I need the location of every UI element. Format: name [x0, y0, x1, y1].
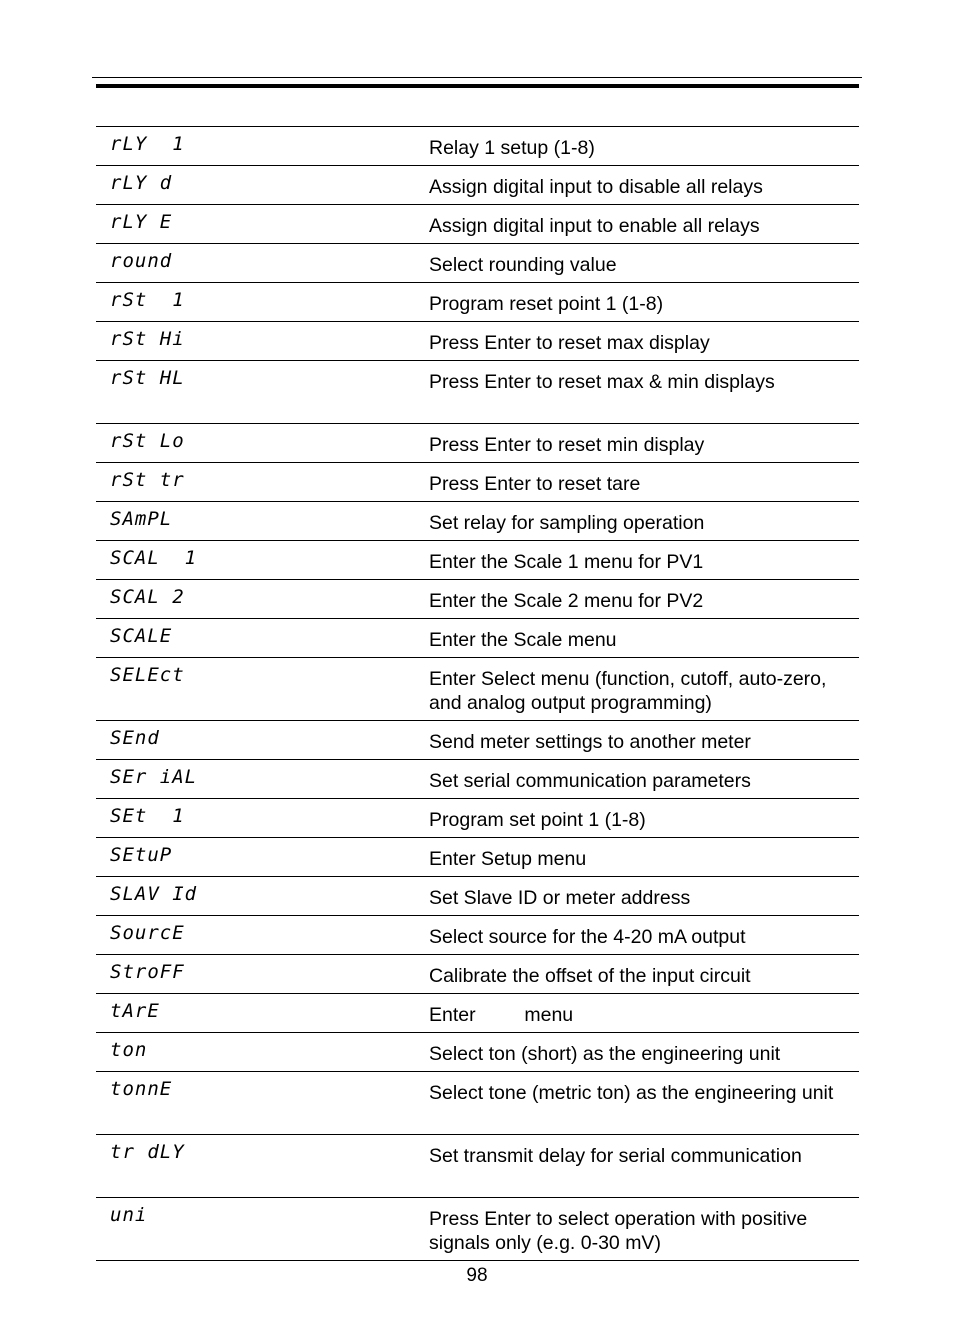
table-row [96, 244, 859, 283]
display-code: SEnd [110, 727, 160, 749]
display-code: SLAV Id [110, 883, 198, 905]
display-code: ton [110, 1039, 148, 1061]
display-code: SEt 1 [110, 805, 185, 827]
table-row [96, 166, 859, 205]
display-code: tonnE [110, 1078, 173, 1100]
display-code: rSt Lo [110, 430, 185, 452]
table-row [96, 619, 859, 658]
table-row [96, 877, 859, 916]
display-code: tArE [110, 1000, 160, 1022]
code-description: Enter the Scale 1 menu for PV1 [429, 551, 704, 573]
display-code: SEr iAL [110, 766, 198, 788]
table-row [96, 799, 859, 838]
code-description: Press Enter to reset max & min displays [429, 371, 775, 393]
table-row [96, 127, 859, 166]
code-description: Relay 1 setup (1-8) [429, 137, 595, 159]
code-description: Set transmit delay for serial communication [429, 1145, 802, 1167]
code-description: Enter the Scale menu [429, 629, 617, 651]
display-code: rLY E [110, 211, 173, 233]
code-description: Program set point 1 (1-8) [429, 809, 646, 831]
table-row [96, 658, 859, 721]
table-row [96, 502, 859, 541]
table-row [96, 1135, 859, 1198]
table-row [96, 916, 859, 955]
table-row [96, 1198, 859, 1261]
display-code: SELEct [110, 664, 185, 686]
code-description: Select ton (short) as the engineering unit [429, 1043, 781, 1065]
table-row [96, 994, 859, 1033]
table-row [96, 955, 859, 994]
code-description: Assign digital input to enable all relays [429, 215, 760, 237]
header-rule-thin [92, 77, 862, 78]
table-row [96, 424, 859, 463]
display-code: SAmPL [110, 508, 173, 530]
display-code: rLY d [110, 172, 173, 194]
code-description: Set Slave ID or meter address [429, 887, 691, 909]
display-code: tr dLY [110, 1141, 185, 1163]
code-description: Select rounding value [429, 254, 617, 276]
display-code: SEtuP [110, 844, 173, 866]
code-description: Enter menu [429, 1004, 574, 1026]
table-row [96, 463, 859, 502]
table-row [96, 1072, 859, 1135]
table-row [96, 322, 859, 361]
table-row [96, 580, 859, 619]
code-description: Press Enter to reset min display [429, 434, 705, 456]
display-code: uni [110, 1204, 148, 1226]
page-number: 98 [466, 1265, 488, 1286]
code-description: Select source for the 4-20 mA output [429, 926, 746, 948]
display-code: SCAL 2 [110, 586, 185, 608]
code-description: Assign digital input to disable all relays [429, 176, 763, 198]
display-code: rLY 1 [110, 133, 185, 155]
code-description: Set serial communication parameters [429, 770, 751, 792]
display-code: rSt 1 [110, 289, 185, 311]
code-description: Set relay for sampling operation [429, 512, 705, 534]
display-code: StroFF [110, 961, 185, 983]
table-row [96, 541, 859, 580]
table-row [96, 760, 859, 799]
display-code: round [110, 250, 173, 272]
display-code: rSt tr [110, 469, 185, 491]
display-code: rSt Hi [110, 328, 185, 350]
code-description: Enter the Scale 2 menu for PV2 [429, 590, 704, 612]
code-description: Press Enter to reset max display [429, 332, 710, 354]
code-description: Enter Setup menu [429, 848, 587, 870]
menu-code-table [96, 126, 859, 1261]
code-description: Press Enter to reset tare [429, 473, 641, 495]
table-row [96, 283, 859, 322]
table-row [96, 361, 859, 424]
code-description: Send meter settings to another meter [429, 731, 751, 753]
code-description: Calibrate the offset of the input circuit [429, 965, 751, 987]
code-description: Program reset point 1 (1-8) [429, 293, 664, 315]
display-code: SCALE [110, 625, 173, 647]
table-row [96, 205, 859, 244]
table-row [96, 1033, 859, 1072]
code-description: Press Enter to select operation with positive signals only (e.g. 0-30 mV) [429, 1208, 808, 1254]
code-description: Select tone (metric ton) as the engineering unit [429, 1082, 834, 1104]
display-code: rSt HL [110, 367, 185, 389]
code-description: Enter Select menu (function, cutoff, auto-zero, and analog output programming) [429, 668, 827, 714]
table-row [96, 721, 859, 760]
display-code: SCAL 1 [110, 547, 198, 569]
header-rule-thick [96, 84, 859, 88]
table-row [96, 838, 859, 877]
display-code: SourcE [110, 922, 185, 944]
